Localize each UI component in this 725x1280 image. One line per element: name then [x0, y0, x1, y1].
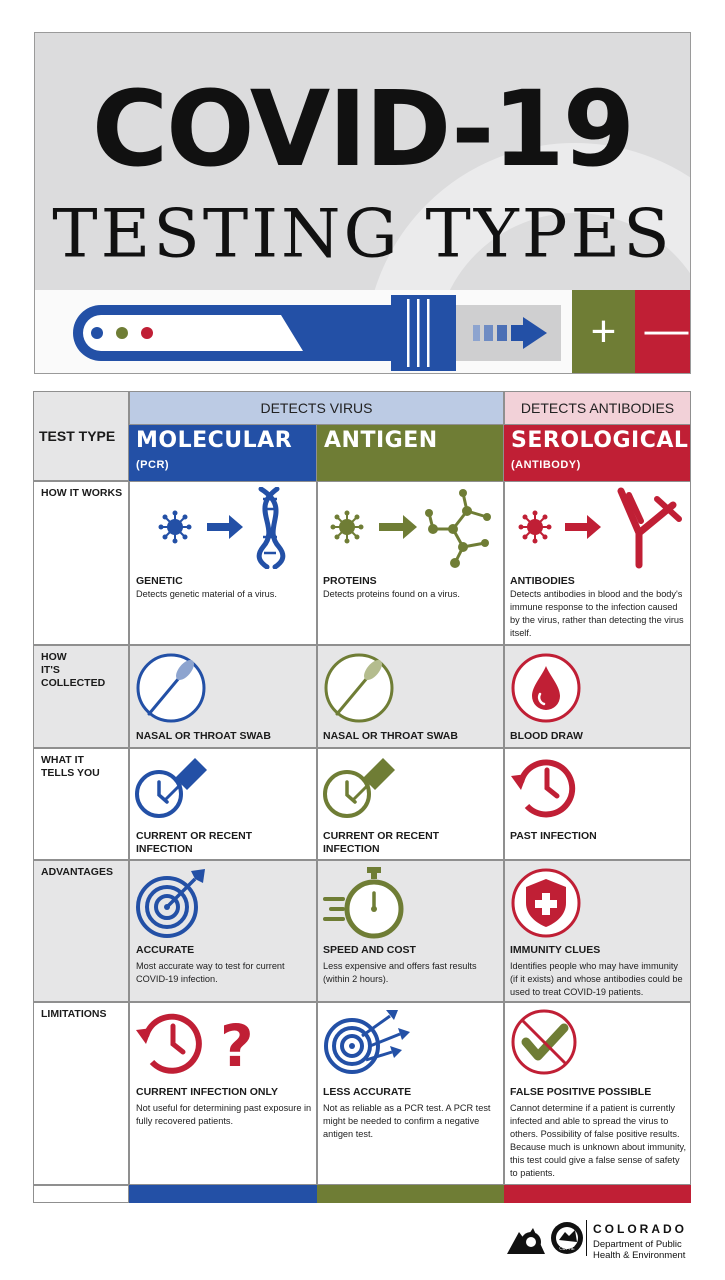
adv-molecular-desc: Most accurate way to test for current COVID-19 infection. — [136, 961, 285, 984]
serological-header — [504, 425, 691, 481]
bottom-stripe-blank — [33, 1185, 129, 1203]
lim-antigen-title: LESS ACCURATE — [323, 1086, 412, 1098]
lim-antigen-desc: Not as reliable as a PCR test. A PCR test might be needed to confirm a negative antigen test. — [323, 1103, 491, 1139]
row-label-what-it-tells: WHAT IT TELLS YOU — [33, 748, 129, 860]
history-question-icon — [134, 1008, 254, 1080]
works-molecular-title: GENETIC — [136, 575, 183, 587]
tells-antigen-title: CURRENT OR RECENT INFECTION — [323, 830, 440, 855]
row-label-advantages: ADVANTAGES — [33, 860, 129, 1002]
tells-serological-title: PAST INFECTION — [510, 830, 597, 842]
lim-molecular-desc: Not useful for determining past exposure in fully recovered patients. — [136, 1103, 312, 1126]
negative-result-box: — — [635, 290, 691, 374]
adv-molecular-title: ACCURATE — [136, 944, 195, 956]
title-testing-types: TESTING TYPES — [52, 195, 673, 274]
detects-virus-header: DETECTS VIRUS — [129, 391, 504, 425]
adv-serological-desc: Identifies people who may have immunity (if it exists) and whose antibodies could be used to treat COVID-19 patients. — [510, 961, 683, 997]
footer-department: Department of Public Health & Environment — [593, 1239, 686, 1261]
bottom-stripe-molecular — [129, 1185, 317, 1203]
footer-divider — [586, 1220, 587, 1256]
works-serological-desc: Detects antibodies in blood and the body's immune response to the infection caused by the virus, rather than detecting the virus itself. — [510, 589, 684, 638]
lim-serological-desc: Cannot determine if a patient is currently infected and able to spread the virus to others. Possibility of false positive results. Because much is unknown about immunity, this test could give a false sense of safety to patients. — [510, 1103, 687, 1178]
works-molecular-desc: Detects genetic material of a virus. — [136, 589, 277, 599]
target-icon — [135, 867, 207, 939]
test-strip-icon — [61, 291, 561, 374]
header-banner — [34, 32, 691, 374]
row-label-how-collected: HOW IT'S COLLECTED — [33, 645, 129, 748]
dna-icon — [153, 487, 293, 569]
bottom-stripe-serological — [504, 1185, 691, 1203]
clock-pin-icon — [135, 752, 210, 822]
positive-result-box: + — [572, 290, 635, 374]
collect-molecular-title: NASAL OR THROAT SWAB — [136, 730, 271, 742]
tells-molecular-title: CURRENT OR RECENT INFECTION — [136, 830, 253, 855]
works-antigen-title: PROTEINS — [323, 575, 377, 587]
antibody-icon — [517, 487, 682, 569]
adv-serological-title: IMMUNITY CLUES — [510, 944, 601, 956]
test-type-header: TEST TYPE — [33, 391, 129, 481]
shield-plus-icon — [510, 867, 582, 939]
footer-colorado: COLORADO — [593, 1222, 687, 1236]
molecular-header — [129, 425, 317, 481]
no-check-icon — [510, 1008, 578, 1076]
antigen-header — [317, 425, 504, 481]
detects-antibodies-header: DETECTS ANTIBODIES — [504, 391, 691, 425]
adv-antigen-desc: Less expensive and offers fast results (within 2 hours). — [323, 961, 477, 984]
antigen-title: ANTIGEN — [324, 428, 438, 453]
bottom-stripe-antigen — [317, 1185, 504, 1203]
cdphe-seal-text: CDPHE — [559, 1247, 575, 1252]
protein-icon — [329, 487, 494, 569]
clock-pin-icon — [323, 752, 398, 822]
molecular-subtitle: (PCR) — [136, 459, 170, 471]
stopwatch-icon — [323, 865, 413, 939]
works-antigen-desc: Detects proteins found on a virus. — [323, 589, 460, 599]
molecular-title: MOLECULAR — [136, 428, 293, 453]
swab-icon — [135, 652, 207, 724]
target-miss-icon — [322, 1008, 414, 1074]
row-label-how-it-works: HOW IT WORKS — [33, 481, 129, 645]
history-icon — [509, 752, 581, 822]
row-label-limitations: LIMITATIONS — [33, 1002, 129, 1185]
adv-antigen-title: SPEED AND COST — [323, 944, 416, 956]
title-covid19: COVID-19 — [91, 68, 634, 190]
lim-serological-title: FALSE POSITIVE POSSIBLE — [510, 1086, 652, 1098]
svg-text:?: ? — [220, 1012, 254, 1080]
collect-serological-title: BLOOD DRAW — [510, 730, 583, 742]
serological-title: SEROLOGICAL — [511, 428, 689, 453]
lim-molecular-title: CURRENT INFECTION ONLY — [136, 1086, 278, 1098]
works-serological-title: ANTIBODIES — [510, 575, 575, 587]
testing-table — [33, 391, 691, 1203]
collect-antigen-title: NASAL OR THROAT SWAB — [323, 730, 458, 742]
serological-subtitle: (ANTIBODY) — [511, 459, 581, 471]
swab-icon — [323, 652, 395, 724]
colorado-logo — [505, 1218, 585, 1258]
blood-drop-icon — [510, 652, 582, 724]
